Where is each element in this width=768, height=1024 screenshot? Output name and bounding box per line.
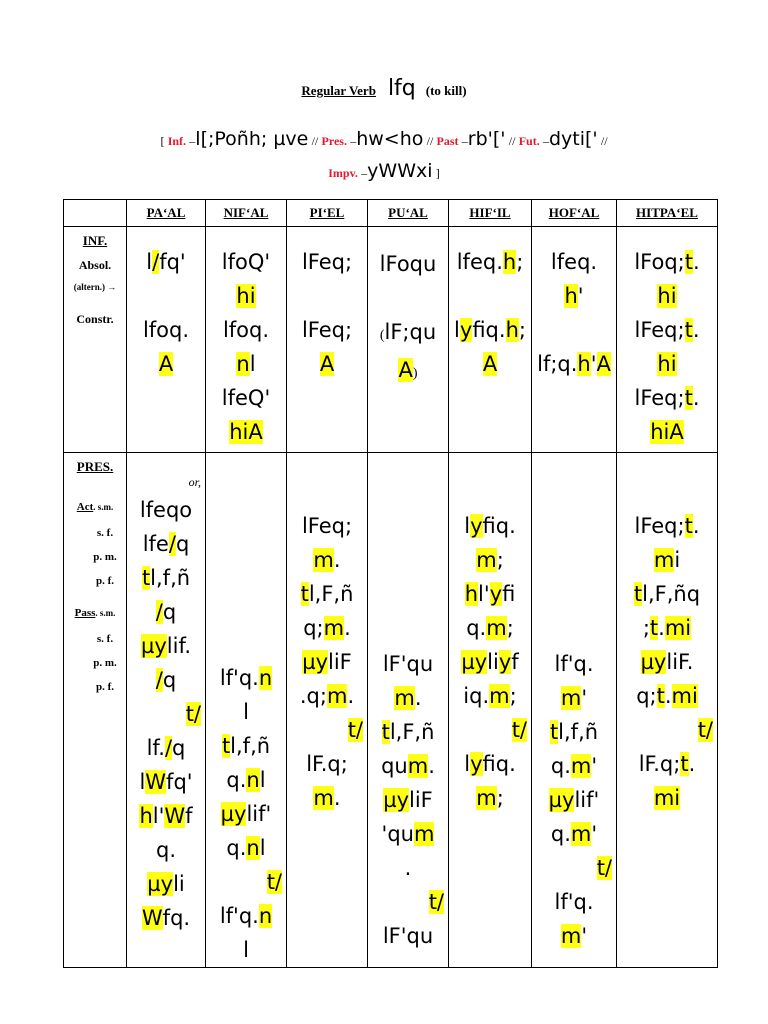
verb-form-text: . xyxy=(692,386,700,410)
verb-form-text: f xyxy=(185,804,193,828)
verb-form-text: .q; xyxy=(299,684,327,708)
highlighted-letter: n xyxy=(246,768,260,792)
verb-form-text: l xyxy=(464,514,471,538)
verb-form-text: ' xyxy=(590,352,597,376)
inf-cell-hofal xyxy=(532,227,617,453)
title-label: Regular Verb xyxy=(301,83,376,98)
col-header-pual: PU‘AL xyxy=(368,200,449,227)
highlighted-letter: A xyxy=(596,352,611,376)
verb-form-text: q xyxy=(162,600,177,624)
verb-form-text: lf'q. xyxy=(219,904,259,928)
highlighted-letter: µy xyxy=(548,788,575,812)
verb-form-text: lfeq. xyxy=(456,250,503,274)
highlighted-letter: t xyxy=(684,250,693,274)
separator: // xyxy=(426,134,434,148)
pres-cell-paal xyxy=(127,453,206,968)
pres-cell-hitpael xyxy=(617,453,718,968)
verb-form-text: l xyxy=(146,250,153,274)
corner-cell xyxy=(64,200,127,227)
verb-form-text: lfeQ' xyxy=(221,386,271,410)
verb-form-text: lF;qu xyxy=(384,320,437,344)
verb-form-text: liF xyxy=(328,650,352,674)
pf-label: p. f. xyxy=(95,681,115,693)
highlighted-letter: h xyxy=(502,250,517,274)
inf-cell-hitpael xyxy=(617,227,718,453)
verb-form-text: ' xyxy=(577,284,584,308)
highlighted-letter: n xyxy=(236,352,250,376)
verb-form-text: lF.q; xyxy=(306,752,348,776)
verb-form-text: lf. xyxy=(146,736,165,760)
verb-form-text: . xyxy=(664,684,672,708)
highlighted-letter: t xyxy=(381,720,390,744)
highlighted-letter: / xyxy=(164,736,173,760)
highlighted-letter: A xyxy=(319,352,335,376)
verb-form-text: fi xyxy=(502,582,516,606)
highlighted-letter: µy xyxy=(461,650,488,674)
highlighted-letter: µy xyxy=(147,872,174,896)
verb-form-text: ) xyxy=(412,366,418,381)
col-header-piel: PI‘EL xyxy=(287,200,368,227)
absol-label: Absol. xyxy=(78,258,112,272)
constr-label: Constr. xyxy=(76,312,114,326)
highlighted-letter: t/ xyxy=(511,718,527,742)
verb-form-text: l xyxy=(259,768,266,792)
impv-value: yWWxi xyxy=(367,160,433,182)
verb-form-text: . xyxy=(333,548,341,572)
past-dash: – xyxy=(461,134,468,148)
highlighted-letter: h xyxy=(577,352,591,376)
highlighted-letter: t/ xyxy=(266,870,282,894)
highlighted-letter: hi xyxy=(657,352,677,376)
fut-label: Fut. xyxy=(518,134,540,148)
highlighted-letter: m xyxy=(486,616,507,640)
verb-form-text: . xyxy=(658,616,665,640)
verb-form-text: q; xyxy=(636,684,657,708)
verb-form-text: q xyxy=(175,532,190,556)
verb-form-text: ( xyxy=(379,328,385,343)
verb-form-text: q. xyxy=(550,822,571,846)
verb-form-text: . xyxy=(414,686,422,710)
verb-form-text: l xyxy=(454,318,460,342)
verb-form-text: ; xyxy=(509,684,517,708)
highlighted-letter: m xyxy=(476,786,497,810)
past-label: Past xyxy=(436,134,459,148)
separator: // xyxy=(311,134,319,148)
verb-form-text: lFoqu xyxy=(379,252,437,276)
highlighted-letter: A xyxy=(158,352,174,376)
past-value: rb'[' xyxy=(467,128,506,150)
verb-form-text: l xyxy=(249,352,256,376)
highlighted-letter: m xyxy=(653,548,675,572)
highlighted-letter: h xyxy=(464,582,479,606)
verb-form-text: lif' xyxy=(246,802,272,826)
highlighted-letter: / xyxy=(155,668,163,692)
pass-label: Pass xyxy=(74,607,96,619)
verb-form-text: . xyxy=(333,786,341,810)
highlighted-letter: hi xyxy=(229,420,249,444)
highlighted-letter: t xyxy=(684,318,693,342)
highlighted-letter: m xyxy=(407,754,429,778)
highlighted-letter: y xyxy=(498,650,512,674)
col-header-hifil: HIF‘IL xyxy=(449,200,532,227)
open-bracket: [ xyxy=(160,134,165,148)
pres-value: hw<ho xyxy=(356,128,424,150)
highlighted-letter: m xyxy=(323,616,345,640)
highlighted-letter: t/ xyxy=(347,718,363,742)
verb-form-text: lfe xyxy=(142,532,169,556)
verb-form-text: lf;q. xyxy=(537,352,578,376)
verb-form-text: lFeq; xyxy=(634,514,685,538)
highlighted-letter: A xyxy=(248,420,263,444)
verb-form-text: lF'qu xyxy=(382,652,434,676)
separator: // xyxy=(600,134,608,148)
act-label: Act xyxy=(76,501,94,513)
col-header-hitpael: HITPA‘EL xyxy=(617,200,718,227)
verb-form-text: ' xyxy=(591,754,598,778)
verb-form-text: ; xyxy=(506,616,514,640)
verb-form-text: lFeq; xyxy=(634,386,685,410)
verb-form-text: li xyxy=(173,872,185,896)
highlighted-letter: A xyxy=(398,358,413,382)
highlighted-letter: m xyxy=(313,786,334,810)
highlighted-letter: mi xyxy=(653,786,681,810)
highlighted-letter: t/ xyxy=(697,718,713,742)
header-row xyxy=(64,200,718,227)
verb-form-text: q. xyxy=(226,836,247,860)
inf-cell-nifal xyxy=(206,227,287,453)
verb-form-text: liF. xyxy=(666,650,694,674)
pf-label: p. f. xyxy=(95,575,115,587)
pres-row xyxy=(64,453,718,968)
highlighted-letter: m xyxy=(560,924,582,948)
verb-form-text: lFeq; xyxy=(301,514,353,538)
verb-form-text: . xyxy=(692,318,700,342)
highlighted-letter: n xyxy=(258,666,273,690)
verb-form-text: lF.q; xyxy=(638,752,681,776)
verb-form-text: q. xyxy=(226,768,247,792)
pres-label: Pres. xyxy=(321,134,347,148)
verb-form-text: q; xyxy=(303,616,324,640)
highlighted-letter: t xyxy=(680,752,689,776)
highlighted-letter: µy xyxy=(302,650,329,674)
highlighted-letter: hi xyxy=(236,284,256,308)
highlighted-letter: m xyxy=(476,548,497,572)
sf-label: s. f. xyxy=(96,527,114,539)
verb-form-text: ; xyxy=(496,548,504,572)
inf-heading: INF. xyxy=(82,233,108,248)
highlighted-letter: h xyxy=(139,804,153,828)
pm-label: p. m. xyxy=(93,551,117,563)
highlighted-letter: mi xyxy=(671,684,698,708)
verb-form-text: lif. xyxy=(166,634,191,658)
pres-cell-piel xyxy=(287,453,368,968)
verb-form-text: . xyxy=(404,856,412,880)
highlighted-letter: hi xyxy=(650,420,670,444)
verb-form-text: ; xyxy=(496,786,504,810)
verb-form-text: l,F,ñ xyxy=(308,582,354,606)
title-gloss: (to kill) xyxy=(425,83,467,98)
highlighted-letter: m xyxy=(326,684,348,708)
highlighted-letter: t xyxy=(684,514,693,538)
fut-dash: – xyxy=(542,134,549,148)
highlighted-letter: / xyxy=(152,250,160,274)
verb-form-text: lF'qu xyxy=(382,924,434,948)
highlighted-letter: µy xyxy=(140,634,167,658)
verb-form-text: lfeq. xyxy=(550,250,598,274)
inf-cell-piel xyxy=(287,227,368,453)
verb-form-text: ' xyxy=(591,822,598,846)
verb-form-text: q. xyxy=(466,616,487,640)
inf-label-cell xyxy=(64,227,127,453)
verb-form-text: fq' xyxy=(166,770,193,794)
verb-form-text: lf'q. xyxy=(219,666,259,690)
highlighted-letter: A xyxy=(482,352,498,376)
pres-cell-hifil xyxy=(449,453,532,968)
verb-form-text: lfoq. xyxy=(222,318,270,342)
verb-form-text: lfoq. xyxy=(142,318,190,342)
inf-value: l[;Poñh; µve xyxy=(195,128,309,150)
conjugation-table xyxy=(63,199,718,968)
verb-form-text: liF xyxy=(409,788,433,812)
highlighted-letter: m xyxy=(413,822,435,846)
highlighted-letter: t xyxy=(649,616,659,640)
pres-cell-pual xyxy=(368,453,449,968)
verb-form-text: q. xyxy=(550,754,571,778)
col-header-nifal: NIF‘AL xyxy=(206,200,287,227)
verb-form-text: lFoq; xyxy=(634,250,685,274)
highlighted-letter: t/ xyxy=(428,890,444,914)
highlighted-letter: h xyxy=(564,284,578,308)
highlighted-letter: µy xyxy=(640,650,667,674)
verb-form-text: ' xyxy=(581,686,588,710)
verb-form-text: lFeq; xyxy=(301,250,353,274)
title-line xyxy=(0,76,768,101)
highlighted-letter: t xyxy=(141,566,151,590)
verb-form-text: l,f,ñ xyxy=(150,566,191,590)
verb-form-text: l xyxy=(259,836,266,860)
highlighted-letter: t xyxy=(656,684,665,708)
highlighted-letter: hi xyxy=(657,284,677,308)
verb-form-text: lif' xyxy=(574,788,600,812)
pres-cell-nifal xyxy=(206,453,287,968)
highlighted-letter: y xyxy=(489,582,503,606)
verb-form-text: li xyxy=(487,650,499,674)
verb-form-text: l xyxy=(243,938,249,962)
highlighted-letter: / xyxy=(168,532,176,556)
highlighted-letter: h xyxy=(505,318,519,342)
verb-form-text: lf'q. xyxy=(554,652,594,676)
verb-form-text: iq. xyxy=(463,684,490,708)
verb-form-text: . xyxy=(692,250,700,274)
highlighted-letter: t xyxy=(684,386,693,410)
highlighted-letter: m xyxy=(489,684,510,708)
highlighted-letter: t xyxy=(633,582,643,606)
col-header-paal: PA‘AL xyxy=(127,200,206,227)
verb-form-text: . xyxy=(344,616,351,640)
inf-cell-hifil xyxy=(449,227,532,453)
inf-row xyxy=(64,227,718,453)
inf-dash: – xyxy=(189,134,196,148)
verb-form-text: fiq. xyxy=(472,318,506,342)
pass-sm-label: . s.m. xyxy=(95,608,116,618)
highlighted-letter: m xyxy=(560,686,582,710)
verb-form-text: l xyxy=(243,700,249,724)
highlighted-letter: A xyxy=(669,420,684,444)
verb-form-text: qu xyxy=(381,754,408,778)
highlighted-letter: t xyxy=(300,582,309,606)
or-note: or, xyxy=(188,475,201,489)
highlighted-letter: y xyxy=(470,752,483,776)
verb-form-text: fq. xyxy=(162,906,191,930)
verb-form-text: ; xyxy=(642,616,650,640)
act-sm-label: . s.m. xyxy=(93,502,114,512)
highlighted-letter: t xyxy=(549,720,559,744)
separator: // xyxy=(508,134,516,148)
verb-form-text: . xyxy=(692,514,700,538)
highlighted-letter: W xyxy=(164,804,186,828)
highlighted-letter: m xyxy=(570,822,592,846)
altern-label: (altern.) → xyxy=(73,282,117,292)
impv-label: Impv. xyxy=(328,166,358,180)
highlighted-letter: t/ xyxy=(596,856,612,880)
verb-form-text: . xyxy=(428,754,435,778)
col-header-hofal: HOF‘AL xyxy=(532,200,617,227)
verb-form-text: l,F,ñq xyxy=(642,582,701,606)
highlighted-letter: µy xyxy=(383,788,410,812)
impv-dash: – xyxy=(361,166,368,180)
verb-form-text: l' xyxy=(152,804,165,828)
verb-form-text: l xyxy=(139,770,146,794)
verb-form-text: ; xyxy=(516,250,524,274)
verb-form-text: fiq. xyxy=(482,514,516,538)
verb-form-text: fiq. xyxy=(482,752,516,776)
title-verb: lfq xyxy=(387,76,416,101)
verb-form-text: lfeqo xyxy=(139,498,193,522)
highlighted-letter: t/ xyxy=(185,702,201,726)
pres-heading: PRES. xyxy=(76,459,114,474)
highlighted-letter: t xyxy=(221,734,231,758)
verb-form-text: f xyxy=(511,650,519,674)
verb-form-text: lFeq; xyxy=(634,318,685,342)
inf-cell-paal xyxy=(127,227,206,453)
highlighted-letter: m xyxy=(394,686,415,710)
verb-form-text: l' xyxy=(478,582,490,606)
verb-form-text: fq' xyxy=(159,250,186,274)
verb-form-text: ; xyxy=(518,318,526,342)
highlighted-letter: µy xyxy=(220,802,247,826)
highlighted-letter: W xyxy=(145,770,167,794)
verb-form-text: q xyxy=(162,668,177,692)
verb-form-text: lf'q. xyxy=(554,890,594,914)
verb-form-text: l xyxy=(464,752,471,776)
forms-summary xyxy=(60,124,708,188)
sf-label: s. f. xyxy=(96,633,114,645)
highlighted-letter: n xyxy=(258,904,273,928)
close-bracket: ] xyxy=(435,166,440,180)
pm-label: p. m. xyxy=(93,657,117,669)
inf-cell-pual xyxy=(368,227,449,453)
verb-form-text: 'qu xyxy=(381,822,414,846)
verb-form-text: q xyxy=(172,736,186,760)
verb-form-text: l,f,ñ xyxy=(230,734,271,758)
highlighted-letter: W xyxy=(141,906,163,930)
pres-label-cell xyxy=(64,453,127,968)
highlighted-letter: y xyxy=(470,514,483,538)
verb-form-text: ' xyxy=(581,924,588,948)
verb-form-text: . xyxy=(688,752,696,776)
pres-dash: – xyxy=(350,134,357,148)
verb-form-text: lFeq; xyxy=(301,318,353,342)
verb-form-text: . xyxy=(347,684,355,708)
highlighted-letter: y xyxy=(459,318,473,342)
verb-form-text: l,f,ñ xyxy=(558,720,599,744)
pres-cell-hofal xyxy=(532,453,617,968)
verb-form-text: lfoQ' xyxy=(221,250,271,274)
inf-label: Inf. xyxy=(167,134,187,148)
verb-form-text: l,F,ñ xyxy=(389,720,435,744)
highlighted-letter: n xyxy=(246,836,260,860)
highlighted-letter: m xyxy=(570,754,592,778)
verb-form-text: i xyxy=(674,548,681,572)
verb-form-text: q. xyxy=(155,838,176,862)
fut-value: dyti[' xyxy=(548,128,598,150)
highlighted-letter: mi xyxy=(664,616,692,640)
highlighted-letter: m xyxy=(313,548,334,572)
highlighted-letter: / xyxy=(155,600,163,624)
